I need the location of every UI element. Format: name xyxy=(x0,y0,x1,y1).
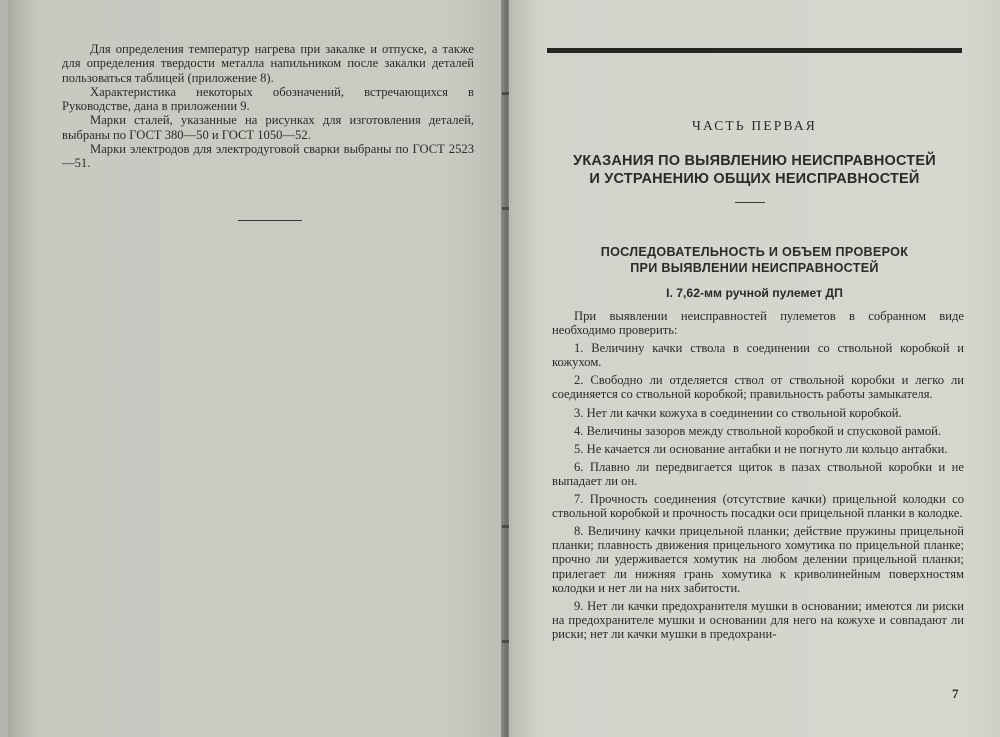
list-item: 2. Свободно ли отделяется ствол от ствольной коробки и легко ли соединяется со ствольной коробкой; правильность работы замыкателя. xyxy=(552,373,964,402)
title-divider xyxy=(735,202,765,203)
body-paragraph: При выявлении неисправностей пулеметов в собранном виде необходимо проверить: xyxy=(552,309,964,338)
chapter-title-line: УКАЗАНИЯ ПО ВЫЯВЛЕНИЮ НЕИСПРАВНОСТЕЙ xyxy=(573,153,936,169)
left-page-text xyxy=(62,42,474,171)
section-title xyxy=(509,244,1000,276)
chapter-title xyxy=(509,152,1000,188)
list-item: 5. Не качается ли основание антабки и не погнуто ли кольцо антабки. xyxy=(574,441,948,456)
chapter-title-line: И УСТРАНЕНИЮ ОБЩИХ НЕИСПРАВНОСТЕЙ xyxy=(589,171,920,187)
left-page xyxy=(8,0,505,737)
right-page xyxy=(509,0,1000,737)
page-number: 7 xyxy=(952,686,959,701)
header-rule xyxy=(547,48,962,53)
end-divider xyxy=(238,220,302,221)
left-paragraph: Для определения температур нагрева при закалке и отпуске, а также для определения твердости металла напильником после закалки деталей пользоваться таблицей (приложение 8). xyxy=(62,42,474,85)
list-item: 6. Плавно ли передвигается щиток в пазах ствольной коробки и не выпадает ли он. xyxy=(552,459,964,488)
left-paragraph: Характеристика некоторых обозначений, встречающихся в Руководстве, дана в приложении 9. xyxy=(62,84,474,114)
list-item: 3. Нет ли качки кожуха в соединении со ствольной коробкой. xyxy=(574,405,902,420)
list-item: 7. Прочность соединения (отсутствие качки) прицельной колодки со ствольной коробкой и прочность посадки оси прицельной планки в колодке. xyxy=(552,492,964,521)
list-item: 9. Нет ли качки предохранителя мушки в основании; имеются ли риски на предохранителе мушки и основании для него на кожухе и совпадают ли риски; нет ли качки мушки в предохрани- xyxy=(552,598,964,641)
left-paragraph: Марки электродов для электродуговой сварки выбраны по ГОСТ 2523—51. xyxy=(62,142,474,171)
list-item: 4. Величины зазоров между ствольной коробкой и спусковой рамой. xyxy=(574,423,942,438)
section-title-line: ПОСЛЕДОВАТЕЛЬНОСТЬ И ОБЪЕМ ПРОВЕРОК xyxy=(600,245,909,259)
part-label: ЧАСТЬ ПЕРВАЯ xyxy=(691,118,818,133)
list-item: 8. Величину качки прицельной планки; действие пружины прицельной планки; плавность движения прицельного хомутика по прицельной планке; прочно ли удерживается хомутик на любом делении прицельной планки; прилегает ли нижняя грань хомутика к криволинейным поверхностям колодки и нет ли на них забитости. xyxy=(552,524,964,595)
section-title-line: ПРИ ВЫЯВЛЕНИИ НЕИСПРАВНОСТЕЙ xyxy=(630,261,879,275)
left-paragraph: Марки сталей, указанные на рисунках для изготовления деталей, выбраны по ГОСТ 380—50 и ГОСТ 1050—52. xyxy=(62,113,474,142)
right-page-text xyxy=(552,309,964,645)
list-item: 1. Величину качки ствола в соединении со ствольной коробкой и кожухом. xyxy=(552,341,964,370)
subsection-heading: I. 7,62-мм ручной пулемет ДП xyxy=(666,286,843,300)
